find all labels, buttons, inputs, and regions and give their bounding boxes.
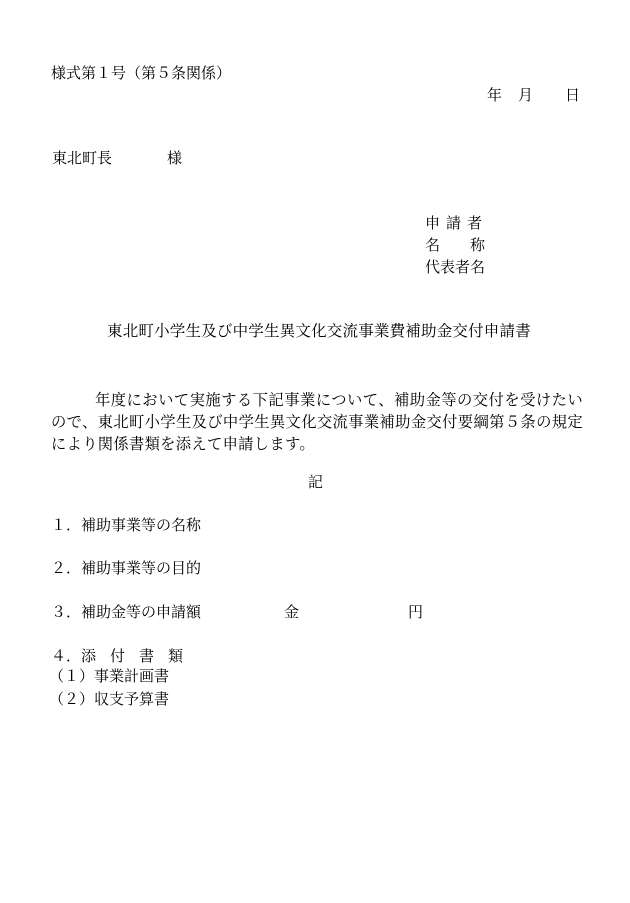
item-1-label: 補助事業等の名称 xyxy=(81,516,202,534)
item-4-label: 添付書類 xyxy=(81,647,198,665)
date-year-label: 年 xyxy=(487,86,503,104)
item-2-number: ２． xyxy=(51,559,82,577)
applicant-name-label-left: 名 xyxy=(425,236,441,254)
item-3-label: 補助金等の申請額 xyxy=(81,603,202,621)
amount-prefix: 金 xyxy=(284,603,300,621)
addressee xyxy=(52,151,182,166)
attachment-1: （１）事業計画書 xyxy=(49,667,170,685)
item-2 xyxy=(51,561,201,576)
addressee-honorific: 様 xyxy=(167,149,183,167)
addressee-name: 東北町長 xyxy=(52,149,113,167)
applicant-name-label-right: 称 xyxy=(470,236,486,254)
ki-heading: 記 xyxy=(308,473,324,491)
item-3 xyxy=(51,603,424,621)
applicant-label: 申請者 xyxy=(425,214,489,232)
item-1-number: １． xyxy=(51,516,82,534)
applicant-name-label xyxy=(425,238,488,260)
applicant-block xyxy=(425,216,488,282)
item-2-label: 補助事業等の目的 xyxy=(81,559,202,577)
attachment-2: （２）収支予算書 xyxy=(49,690,170,708)
item-4 xyxy=(51,649,197,664)
item-1 xyxy=(51,518,201,533)
form-number: 様式第１号（第５条関係） xyxy=(51,64,232,82)
item-3-number: ３． xyxy=(51,603,82,621)
body-paragraph: 年度において実施する下記事業について、補助金等の交付を受けたいので、東北町小学生及び中学生異文化交流事業補助金交付要綱第５条の規定により関係書類を添えて申請します。 xyxy=(51,391,583,453)
item-4-number: ４． xyxy=(51,647,82,665)
date-day-label: 日 xyxy=(565,86,581,104)
date-line xyxy=(487,88,580,103)
amount-suffix: 円 xyxy=(408,603,424,621)
date-month-label: 月 xyxy=(518,86,534,104)
representative-label: 代表者名 xyxy=(425,258,486,276)
document-title: 東北町小学生及び中学生異文化交流事業費補助金交付申請書 xyxy=(107,322,531,340)
